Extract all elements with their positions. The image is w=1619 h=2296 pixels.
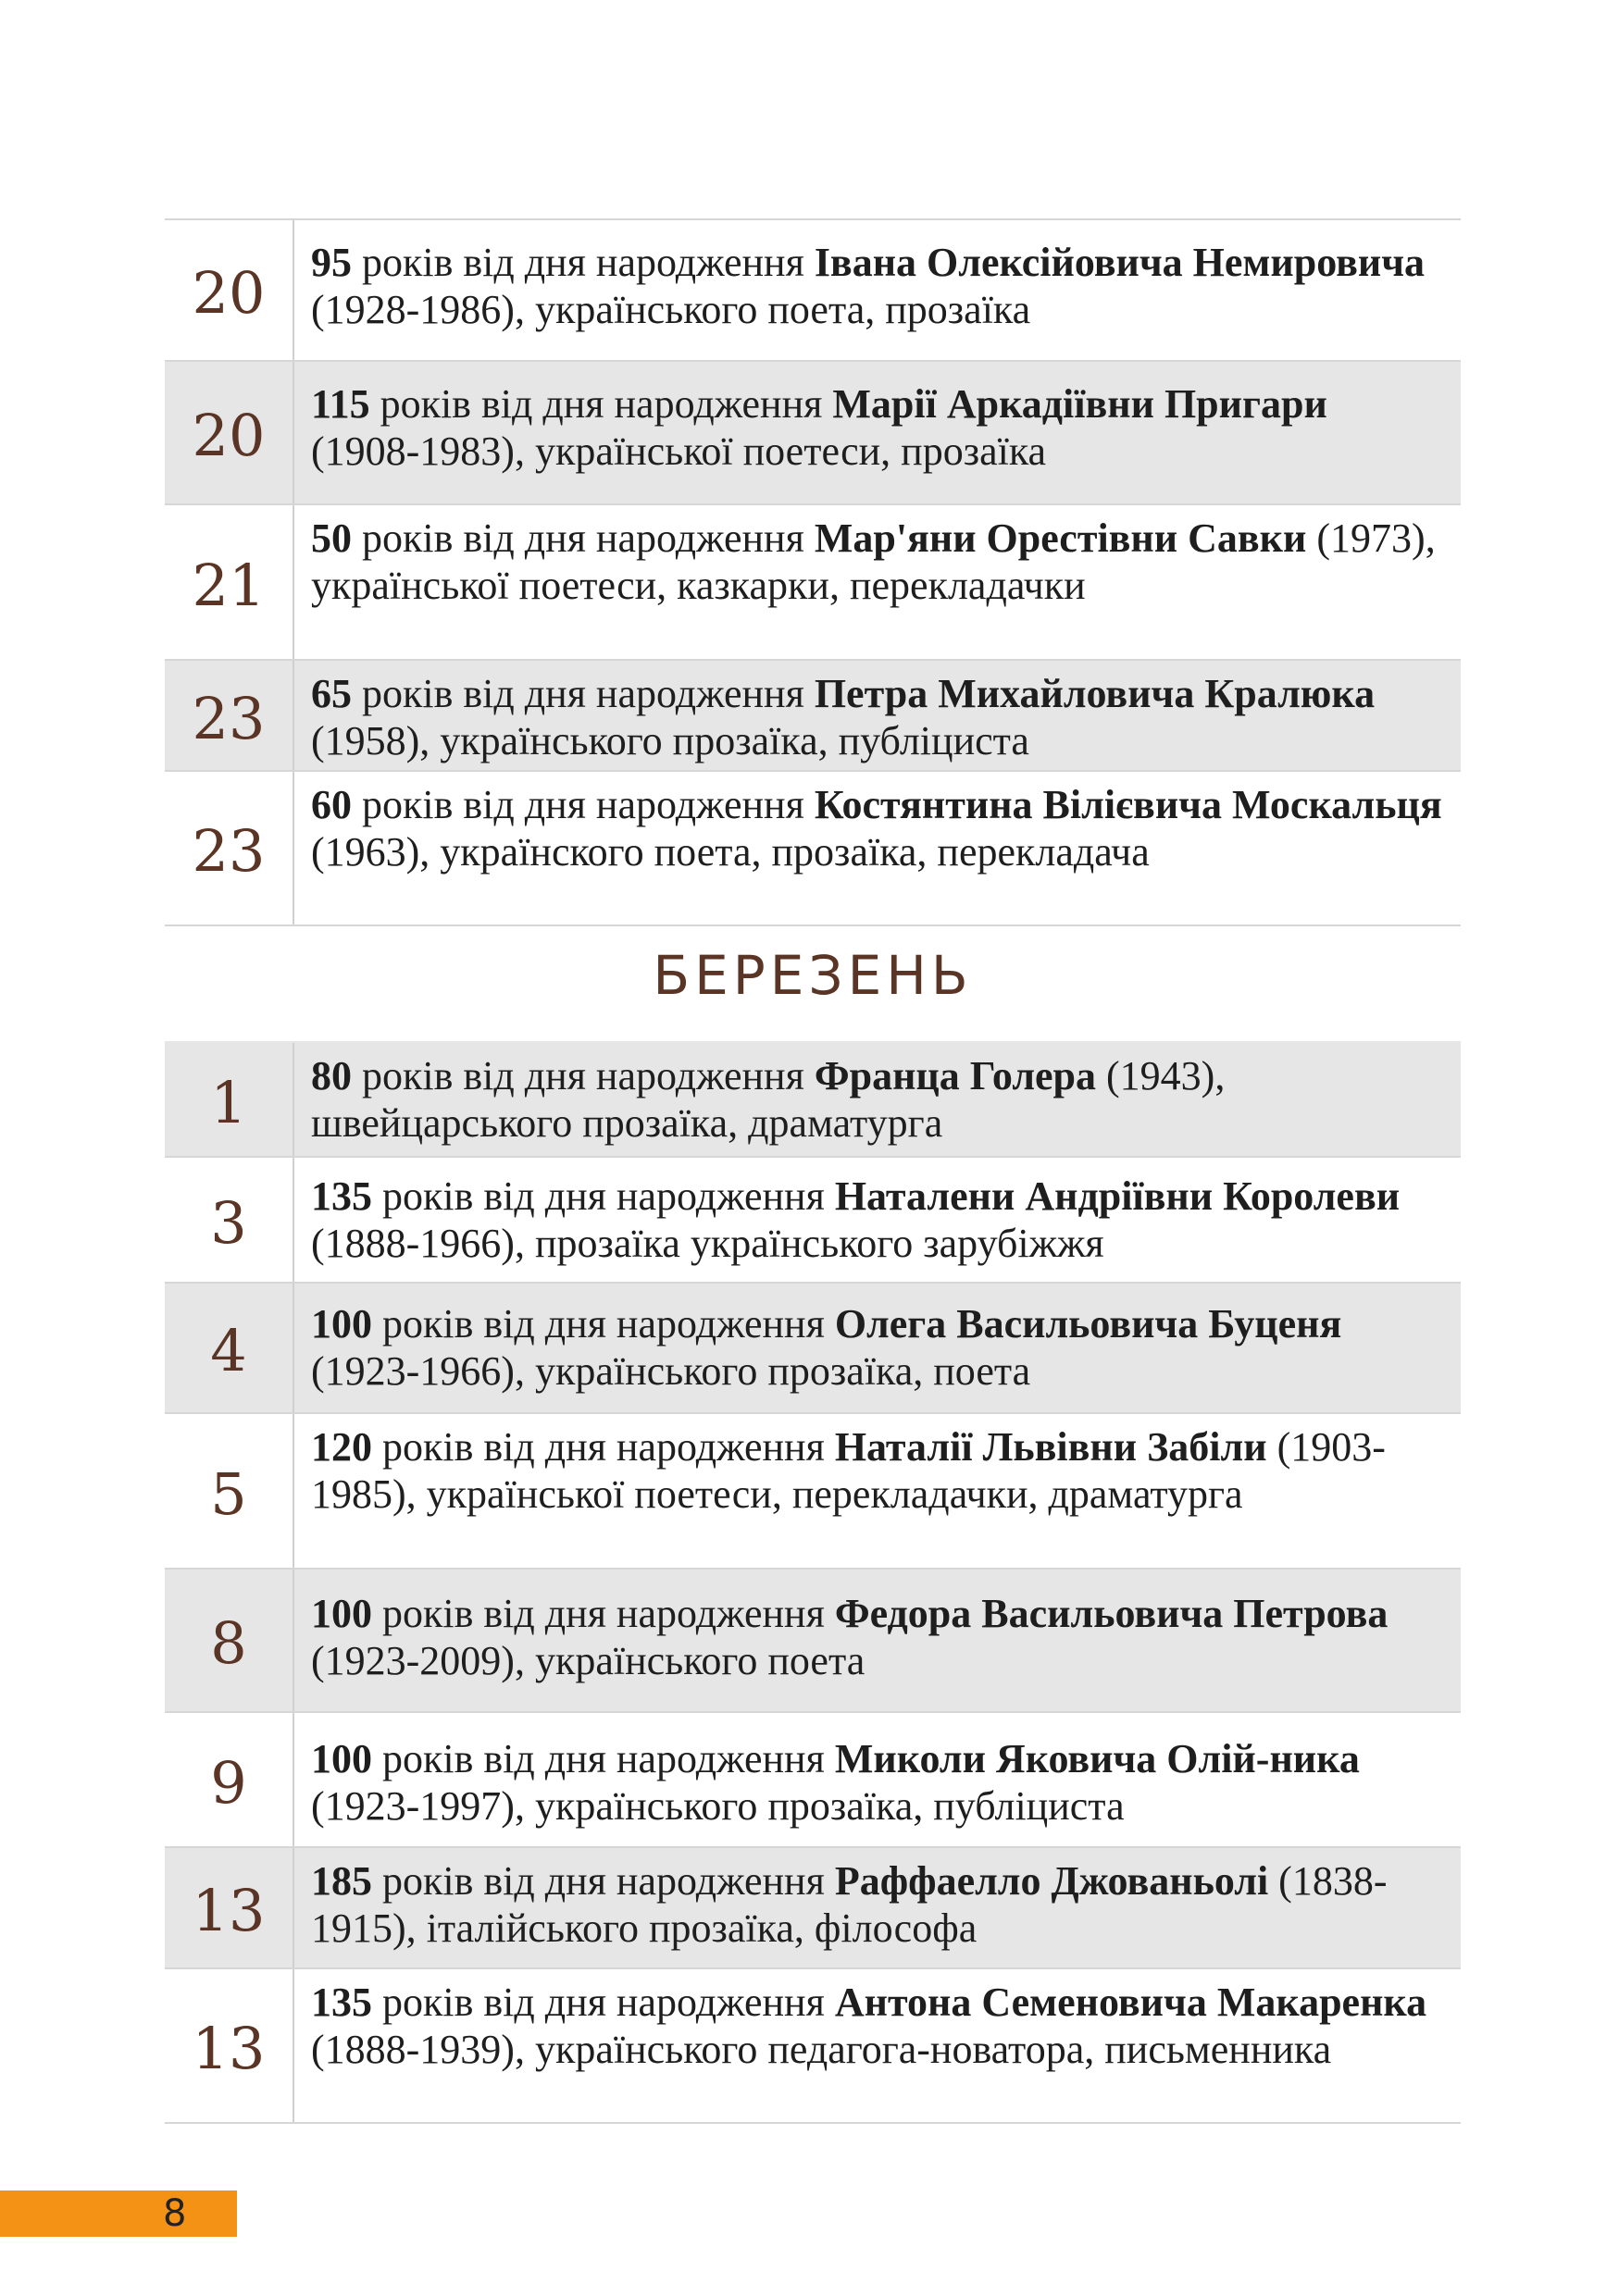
entry-phrase: років від дня народження [369, 381, 833, 427]
person-name: Костянтина Вілієвича Москальця [814, 782, 1442, 827]
person-name: Раффаелло Джованьолі [834, 1858, 1269, 1904]
years-count: 100 [311, 1591, 372, 1636]
person-name: Наталени Андріївни Королеви [834, 1173, 1401, 1219]
person-name: Наталії Львівни Забіли [834, 1424, 1267, 1470]
entry-text [294, 1043, 1461, 1156]
table-row [165, 360, 1461, 503]
years-count: 185 [311, 1858, 372, 1904]
table-row [165, 659, 1461, 770]
entry-details: (1958), українського прозаїка, публіциста [311, 718, 1029, 763]
day-number: 23 [165, 661, 294, 770]
person-name: Федора Васильовича Петрова [834, 1591, 1389, 1636]
entry-text [294, 1414, 1461, 1568]
years-count: 135 [311, 1980, 372, 2025]
entry-text [294, 1969, 1461, 2122]
years-count: 80 [311, 1053, 352, 1098]
entry-details: (1903-1985), української поетеси, перекладачки, драматурга [311, 1424, 1386, 1517]
years-count: 95 [311, 240, 352, 285]
entry-phrase: років від дня народження [372, 1736, 835, 1781]
day-number: 3 [165, 1158, 294, 1282]
day-number: 5 [165, 1414, 294, 1568]
entry-details: (1908-1983), української поетеси, прозаїка [311, 428, 1047, 474]
years-count: 120 [311, 1424, 372, 1470]
years-count: 50 [311, 515, 352, 561]
entry-phrase: років від дня народження [372, 1173, 835, 1219]
entry-phrase: років від дня народження [352, 515, 815, 561]
day-number: 1 [165, 1043, 294, 1156]
table-row [165, 1156, 1461, 1282]
entry-details: (1838-1915), італійського прозаїка, філософа [311, 1858, 1388, 1951]
entry-details: (1943), швейцарського прозаїка, драматурга [311, 1053, 1226, 1146]
years-count: 65 [311, 671, 352, 716]
table-row [165, 1846, 1461, 1967]
entry-phrase: років від дня народження [352, 1053, 815, 1098]
day-number: 20 [165, 220, 294, 360]
entry-phrase: років від дня народження [372, 1858, 835, 1904]
person-name: Антона Семеновича Макаренка [834, 1980, 1427, 2025]
years-count: 100 [311, 1301, 372, 1347]
years-count: 60 [311, 782, 352, 827]
entry-phrase: років від дня народження [372, 1301, 835, 1347]
section-title-march: БЕРЕЗЕНЬ [653, 944, 973, 1007]
entry-phrase: років від дня народження [372, 1980, 835, 2025]
day-number: 23 [165, 772, 294, 925]
entry-text [294, 362, 1461, 503]
entry-text [294, 220, 1461, 360]
person-name: Марії Аркадіївни Пригари [832, 381, 1327, 427]
entry-phrase: років від дня народження [372, 1424, 835, 1470]
day-number: 21 [165, 505, 294, 659]
entry-text [294, 505, 1461, 659]
entry-details: (1973), української поетеси, казкарки, перекладачки [311, 515, 1436, 608]
entry-text [294, 1284, 1461, 1412]
years-count: 100 [311, 1736, 372, 1781]
entry-details: (1888-1939), українського педагога-новатора, письменника [311, 2027, 1332, 2072]
entry-text [294, 772, 1461, 925]
table-row [165, 1282, 1461, 1412]
entry-details: (1963), українского поета, прозаїка, перекладача [311, 829, 1150, 875]
table-row [165, 770, 1461, 926]
table-row [165, 1967, 1461, 2124]
years-count: 115 [311, 381, 370, 427]
person-name: Мар'яни Орестівни Савки [814, 515, 1307, 561]
entry-text [294, 1158, 1461, 1282]
entry-details: (1923-2009), українського поета [311, 1638, 866, 1683]
february-table [165, 218, 1461, 926]
day-number: 20 [165, 362, 294, 503]
entry-details: (1928-1986), українського поета, прозаїка [311, 287, 1031, 332]
entry-text [294, 1713, 1461, 1846]
entry-phrase: років від дня народження [352, 240, 815, 285]
entry-phrase: років від дня народження [372, 1591, 835, 1636]
years-count: 135 [311, 1173, 372, 1219]
day-number: 9 [165, 1713, 294, 1846]
person-name: Франца Голера [814, 1053, 1097, 1098]
table-row [165, 503, 1461, 659]
day-number: 13 [165, 1848, 294, 1967]
entry-phrase: років від дня народження [352, 671, 815, 716]
day-number: 4 [165, 1284, 294, 1412]
entry-text [294, 661, 1461, 770]
entry-details: (1923-1997), українського прозаїка, публіциста [311, 1783, 1125, 1829]
table-row [165, 1568, 1461, 1711]
person-name: Олега Васильовича Буценя [834, 1301, 1342, 1347]
day-number: 13 [165, 1969, 294, 2122]
table-row [165, 218, 1461, 360]
entry-details: (1888-1966), прозаїка українського зарубіжжя [311, 1221, 1104, 1266]
table-row [165, 1412, 1461, 1568]
entry-phrase: років від дня народження [352, 782, 815, 827]
day-number: 8 [165, 1570, 294, 1711]
table-row [165, 1041, 1461, 1156]
march-table [165, 1041, 1461, 2124]
entry-details: (1923-1966), українського прозаїка, поета [311, 1348, 1031, 1394]
page-number-tab [0, 2191, 237, 2237]
person-name: Петра Михайловича Кралюка [814, 671, 1376, 716]
person-name: Миколи Яковича Олій-ника [834, 1736, 1360, 1781]
entry-text [294, 1570, 1461, 1711]
table-row [165, 1711, 1461, 1846]
entry-text [294, 1848, 1461, 1967]
person-name: Івана Олексійовича Немировича [814, 240, 1426, 285]
page-number: 8 [163, 2192, 187, 2235]
